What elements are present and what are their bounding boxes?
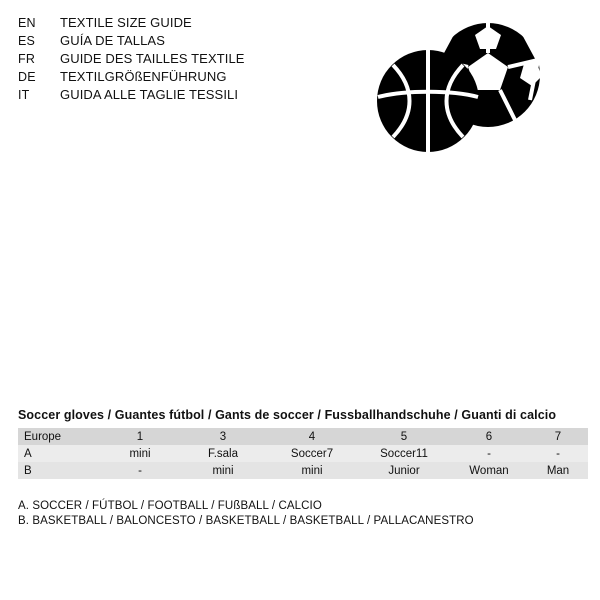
language-code: EN xyxy=(18,16,36,30)
language-text: GUIDE DES TAILLES TEXTILE xyxy=(60,51,245,66)
language-text: TEXTILE SIZE GUIDE xyxy=(60,15,192,30)
table-row-label: B xyxy=(24,464,32,477)
table-header-cell: 7 xyxy=(554,430,562,443)
soccer-basketball-icon xyxy=(360,20,560,170)
table-cell: mini xyxy=(301,464,323,477)
language-row xyxy=(18,50,348,68)
language-row xyxy=(18,14,348,32)
language-code: DE xyxy=(18,70,36,84)
language-code: ES xyxy=(18,34,36,48)
table-cell: mini xyxy=(212,464,234,477)
table-legend xyxy=(18,499,582,529)
size-table-block xyxy=(18,408,582,529)
language-text: GUIDA ALLE TAGLIE TESSILI xyxy=(60,87,239,102)
size-table xyxy=(18,428,588,479)
table-header-cell: Europe xyxy=(24,430,62,443)
table-cell: - xyxy=(138,464,142,477)
table-row-label: A xyxy=(24,447,32,460)
language-row xyxy=(18,86,348,104)
language-row xyxy=(18,68,348,86)
table-cell: F.sala xyxy=(207,447,239,460)
table-head xyxy=(18,428,588,445)
language-text: TEXTILGRÖßENFÜHRUNG xyxy=(60,69,227,84)
table-cell: mini xyxy=(129,447,151,460)
language-text: GUÍA DE TALLAS xyxy=(60,33,165,48)
table-header-row xyxy=(18,428,588,445)
table-cell: Man xyxy=(546,464,570,477)
legend-line-a: A. SOCCER / FÚTBOL / FOOTBALL / FUßBALL / CALCIO xyxy=(18,500,322,512)
table-row xyxy=(18,445,588,462)
table-header-cell: 1 xyxy=(136,430,144,443)
table-cell: Soccer7 xyxy=(290,447,334,460)
table-cell: Woman xyxy=(469,464,509,477)
table-header-cell: 5 xyxy=(400,430,408,443)
ball-illustration xyxy=(360,20,560,170)
table-header-cell: 4 xyxy=(308,430,316,443)
language-legend xyxy=(18,14,348,104)
language-code: IT xyxy=(18,88,30,102)
table-body xyxy=(18,445,588,479)
table-cell: Junior xyxy=(388,464,420,477)
table-header-cell: 3 xyxy=(219,430,227,443)
table-title: Soccer gloves / Guantes fútbol / Gants de soccer / Fussballhandschuhe / Guanti di calcio xyxy=(18,408,557,422)
basketball-icon xyxy=(377,50,479,152)
table-cell: Soccer11 xyxy=(380,447,428,460)
language-row xyxy=(18,32,348,50)
language-code: FR xyxy=(18,52,36,66)
table-row xyxy=(18,462,588,479)
table-cell: - xyxy=(556,447,560,460)
table-header-cell: 6 xyxy=(485,430,493,443)
table-cell: - xyxy=(487,447,491,460)
legend-line-b: B. BASKETBALL / BALONCESTO / BASKETBALL / BASKETBALL / PALLACANESTRO xyxy=(18,515,474,527)
